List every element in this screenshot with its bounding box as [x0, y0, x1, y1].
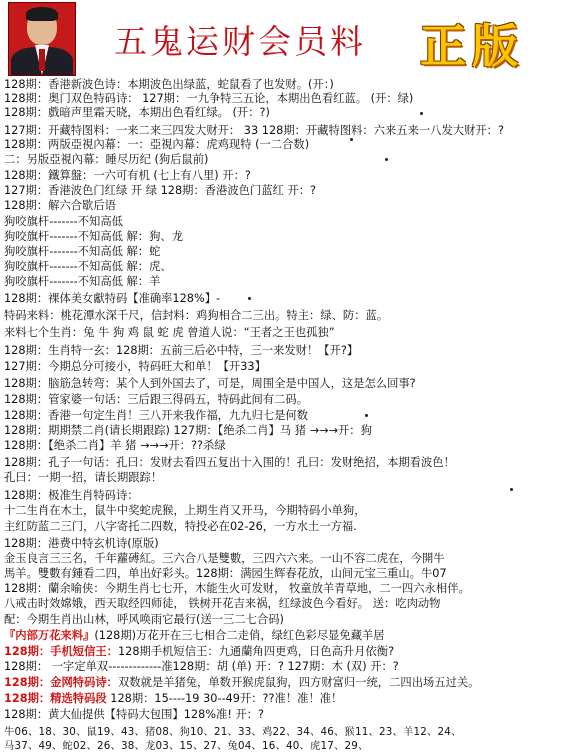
line-text: 128期：15----19 30--49开：??准！准！准！ — [106, 692, 343, 705]
document-line: 128期：戲暗声里霜天晓，本期出色看红绿。 (开：?) — [4, 106, 270, 119]
document-line: 128期：管家婆一句话：三后跟三得码五，特码此间有二码。 — [4, 393, 308, 406]
document-line — [4, 676, 479, 690]
speck — [248, 297, 251, 300]
speck — [385, 158, 388, 161]
document-line: 馬羊。雙數有鍾看二四，单出好彩头。128期：满园生辉春花放，山间元宝三重山。牛07 — [4, 567, 447, 580]
speck — [365, 414, 368, 417]
document-line: 128期：两版亞視內幕：一：亞視內幕：虎鸡现特 (一二合数) — [4, 138, 310, 151]
document-line: 128期：孔子一句话：孔曰：发财去看四五复出十入围的！孔曰：发财绝招，本期看波色！ — [4, 456, 455, 469]
document-line: 配：今期生肖出山林，呼风唤雨它最行(送一三二七合码) — [4, 613, 284, 626]
document-line: 128期：期期禁二肖(请长期跟踪) 127期：【绝杀二肖】马 猪 →→→开：狗 — [4, 424, 372, 437]
document-line: 狗咬旗杆-------不知高低 解：虎、 — [4, 260, 172, 273]
speck — [350, 138, 353, 141]
document-line — [4, 645, 394, 659]
document-line: 二：另版亞視內幕：睡尽历纪 (狗后鼠前) — [4, 153, 209, 166]
document-line: 128期： 一字定单双-------------准128期：胡 (单) 开：? 127期：木 (双) 开：? — [4, 660, 399, 673]
page-title: 五鬼运财会员料 — [114, 22, 366, 61]
document-line: 128期：奥门双色特码诗： 127期：一九争特三五论，本期出色看红蓝。 (开：绿) — [4, 92, 414, 105]
document-line: 128期：裸体美女獻特码【准确率128%】- — [4, 292, 221, 305]
document-line: 八戒击时效嫦娥，西天取经四师徒， 铁树开花吉来祸，红绿波色今看好。 送：吃肉动物 — [4, 597, 441, 610]
highlight-label: 128期：精选特码段 — [4, 692, 107, 705]
document-line: 128期：香港一句定生肖！三八开来我作福，九九归七是何数 — [4, 409, 308, 422]
document-line: 狗咬旗杆-------不知高低 解：羊 — [4, 275, 161, 288]
document-line: 马37、49、蛇02、26、38、龙03、15、27、兔04、16、40、虎17、29、 — [4, 740, 369, 752]
document-line: 金玉良言三三名，千年蘿磗紅。三六合八是雙數，三四六六来。一山不容二虎在，今開牛 — [4, 552, 445, 565]
highlight-label: 128期：手机短信王： — [4, 645, 118, 658]
document-line: 127期：香港波色门红绿 开 绿 128期：香港波色门蓝红 开：? — [4, 184, 317, 197]
document-line: 十二生肖在木土，鼠牛中奖蛇虎猴，上期生肖又开马，今期特码小单狗， — [4, 504, 366, 517]
document-line — [4, 692, 342, 706]
document-line: 128期：脑筋急转弯：某个人到外国去了，可是，周围全是中国人，这是怎么回事? — [4, 377, 416, 390]
line-text: 双数就是羊猪兔，单数开猴虎鼠狗，四方财富归一统，二四出场五过关。 — [117, 676, 480, 689]
document-line: 128期：蘭余喻侠：今期生肖七七开，木能生火可发财， 牧童放羊青草地，二一四六永相伴。 — [4, 582, 470, 595]
document-line: 来料七个生肖：兔 牛 狗 鸡 鼠 蛇 虎 曾道人说：“王者之王也孤独” — [4, 326, 335, 339]
document-line: 128期：鐵算盤：一六可有机 (七上有八里) 开：? — [4, 169, 251, 182]
document-line: 127期：今期总分可接小，特码旺大和单！【开33】 — [4, 360, 266, 373]
document-line: 牛06、18、30、鼠19、43、猪08、狗10、21、33、鸡22、34、46、猴11、23、羊12、24、 — [4, 726, 462, 738]
document-line: 特码来料：桃花潭水深千尺，信封料：鸡狗相合二三出。特主：绿、防：蓝。 — [4, 309, 389, 322]
line-text: (128期)万花开在三七相合二走俏，绿红色彩尽显免藏羊居 — [94, 629, 385, 642]
portrait-photo — [8, 2, 76, 76]
document-line: 128期：极准生肖特码诗： — [4, 489, 139, 502]
document-line: 128期：生肖特一玄：128期：五前三后必中特，三一来发财！【开?】 — [4, 344, 359, 357]
line-text: 128期手机短信王：九通蘭角四更鸡，日色高升月依衡? — [117, 645, 395, 658]
zhengban-stamp: 正版 — [420, 19, 524, 73]
document-line: 主红防蓝二三门，八字寄托二四数，特投必在02-26，一方水土一方福. — [4, 520, 357, 533]
speck — [510, 488, 513, 491]
speck — [420, 112, 423, 115]
document-line — [4, 629, 385, 643]
document-line: 孔曰：一期一招，请长期跟踪！ — [4, 471, 163, 484]
document-line: 128期：香港新波色诗：本期波色出绿蓝，蛇鼠看了也发财。(开：) — [4, 78, 334, 91]
document-line: 127期：开藏特图料：一来二来三四发大财开： 33 128期：开藏特图料：六来五来一八发大财开：? — [4, 124, 504, 137]
document-line: 128期：港费中特玄机诗(原版) — [4, 537, 159, 550]
document-line: 128期：黄大仙提供【特码大包围】128%准! 开：? — [4, 708, 265, 721]
document-line: 128期：解六合歇后语 — [4, 199, 116, 212]
document-line: 狗咬旗杆-------不知高低 解：蛇 — [4, 245, 161, 258]
highlight-label: 128期：金网特码诗： — [4, 676, 118, 689]
highlight-label: 『内部万花来料』 — [4, 629, 95, 642]
document-line: 狗咬旗杆-------不知高低 — [4, 215, 123, 228]
document-line: 128期：【绝杀二肖】羊 猪 →→→开：??杀绿 — [4, 439, 226, 452]
document-line: 狗咬旗杆-------不知高低 解：狗、龙 — [4, 230, 183, 243]
